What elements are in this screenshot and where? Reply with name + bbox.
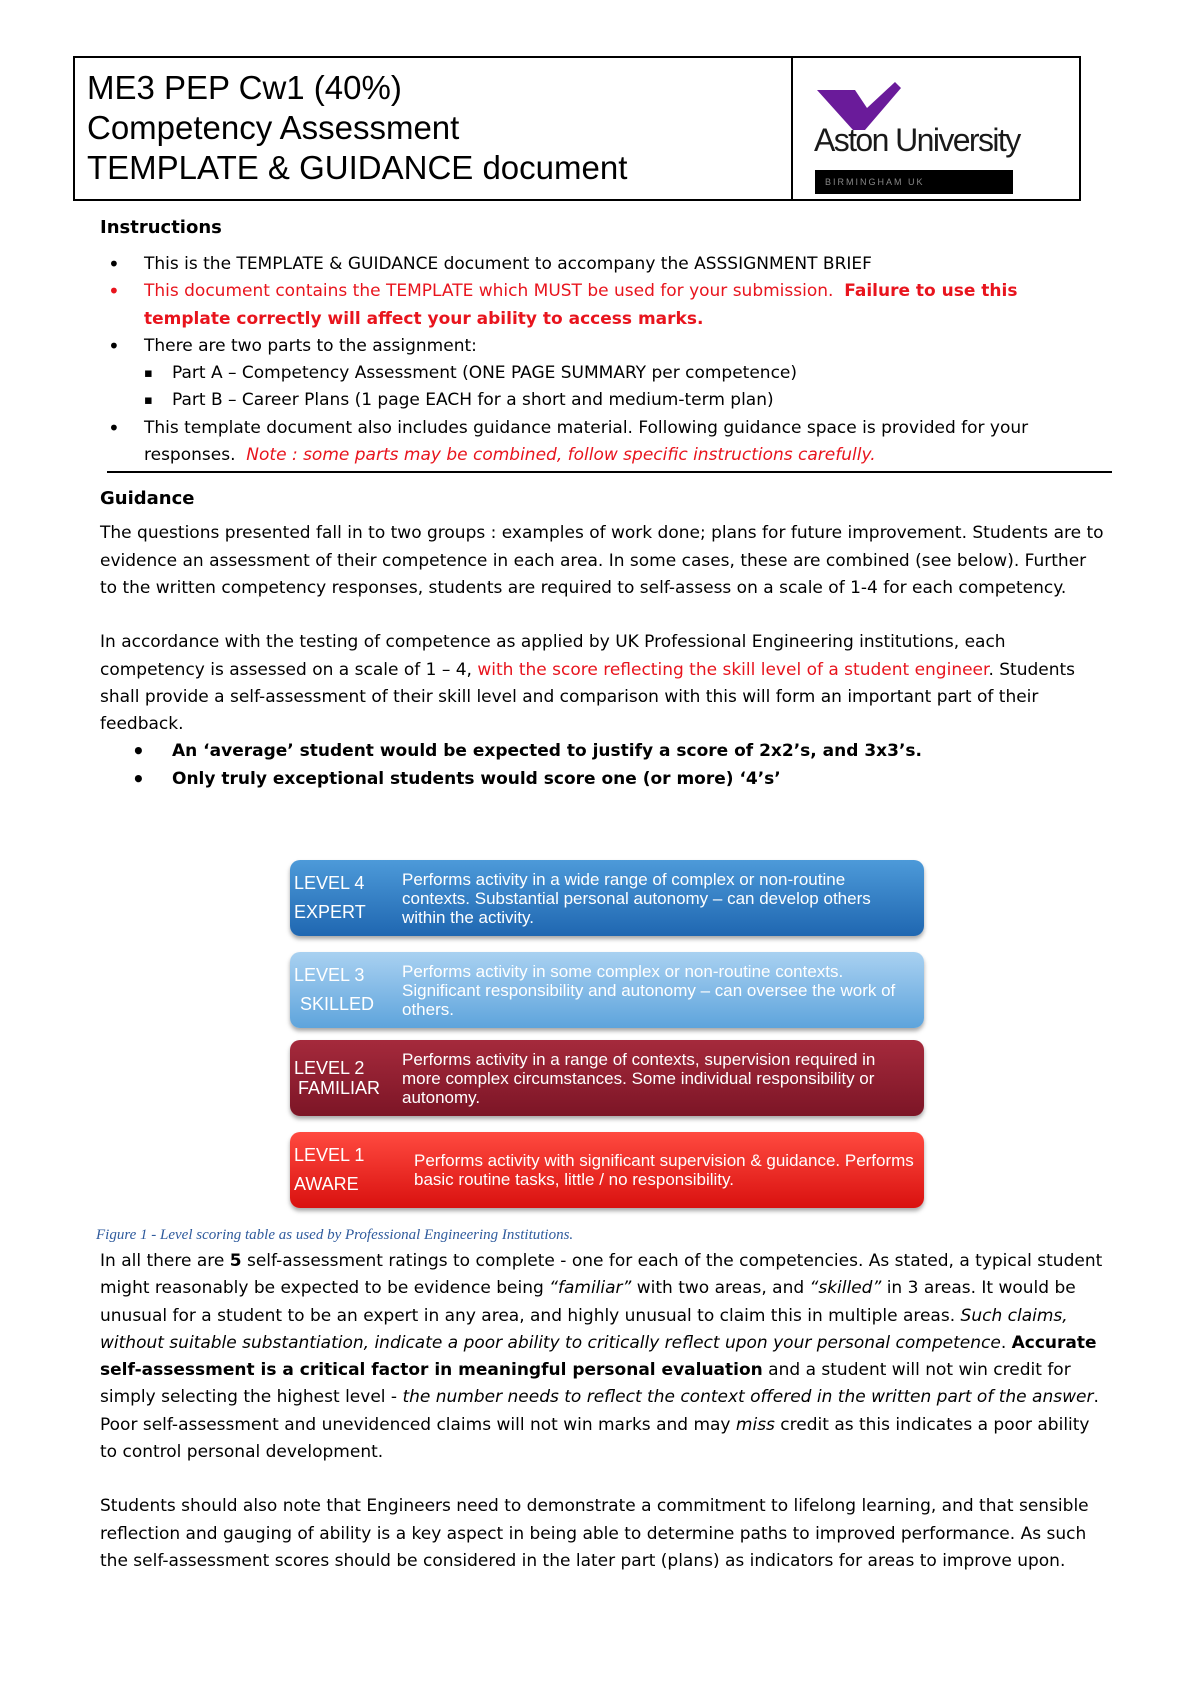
instruction-item bbox=[100, 278, 1105, 333]
level-number: LEVEL 4 bbox=[294, 873, 365, 893]
level-name: SKILLED bbox=[300, 994, 375, 1014]
title-line-1: ME3 PEP Cw1 (40%) bbox=[87, 69, 402, 106]
instructions-heading: Instructions bbox=[100, 217, 222, 238]
closing-section bbox=[100, 1248, 1105, 1575]
level-label bbox=[290, 961, 402, 1019]
level-1-box bbox=[290, 1132, 924, 1208]
text-italic: Such claims, without suitable substantiation, indicate a poor ability to critically reflect upon your personal competence bbox=[100, 1305, 1068, 1353]
text: in 3 areas. It would be unusual for a student to be an expert in any area, and highly unusual to claim this in multiple areas. bbox=[100, 1278, 1076, 1326]
level-description: Performs activity in a wide range of complex or non-routine contexts. Substantial personal autonomy – can develop others within the activity. bbox=[402, 869, 871, 927]
text-bold: Accurate self-assessment is a critical factor in meaningful personal evaluation bbox=[100, 1332, 1097, 1381]
logo-bar: BIRMINGHAM UK bbox=[815, 170, 1013, 194]
logo-text: Aston University bbox=[814, 122, 1020, 158]
level-number: LEVEL 1 bbox=[294, 1145, 365, 1165]
level-label bbox=[290, 1058, 402, 1098]
text-bold: 5 bbox=[229, 1251, 242, 1271]
part-a-item: ▪ Part A – Competency Assessment (ONE PAGE SUMMARY per competence) bbox=[100, 360, 1105, 387]
text: and a student will not win credit for simply selecting the highest level - bbox=[100, 1360, 1071, 1408]
assignment-parts-list bbox=[100, 360, 1105, 415]
level-name: FAMILIAR bbox=[298, 1078, 381, 1098]
text: . bbox=[1000, 1332, 1012, 1353]
level-description: Performs activity in a range of contexts, supervision required in more complex circumstances. Some individual responsibility or autonomy. bbox=[402, 1049, 876, 1107]
document-title bbox=[75, 58, 793, 199]
part-b-item: ▪ Part B – Career Plans (1 page EACH for a short and medium-term plan) bbox=[100, 387, 1105, 414]
figure-caption: Figure 1 - Level scoring table as used by Professional Engineering Institutions. bbox=[96, 1227, 574, 1243]
text: credit as this indicates a poor ability to control personal development. bbox=[100, 1414, 1090, 1463]
text: In all there are bbox=[100, 1251, 230, 1271]
level-description: Performs activity in some complex or non-routine contexts. Significant responsibility and autonomy – can oversee the work of others. bbox=[402, 961, 896, 1019]
guidance-paragraph-1: The questions presented fall in to two groups : examples of work done; plans for future improvement. Students are to evidence an assessment of their competence in each area. In some cases, these are combined (see below). Further to the written competency responses, students are required to self-assess on a scale of 1-4 for each competency. bbox=[100, 523, 1104, 598]
text: self-assessment ratings to complete - one for each of the competencies. As stated, a typical student might reasonably be expected to be evidence being bbox=[100, 1251, 1103, 1299]
text-italic: “familiar” bbox=[549, 1278, 632, 1299]
level-number: LEVEL 2 bbox=[294, 1058, 365, 1078]
guidance-highlight: with the score reflecting the skill level of a student engineer bbox=[477, 659, 989, 680]
instruction-text: This document contains the TEMPLATE which MUST be used for your submission. bbox=[144, 281, 834, 302]
main-content bbox=[100, 214, 1105, 793]
level-2-box bbox=[290, 1040, 924, 1116]
instruction-item bbox=[100, 415, 1105, 470]
text-italic: “skilled” bbox=[809, 1278, 882, 1299]
title-line-2: Competency Assessment bbox=[87, 109, 460, 146]
guidance-text: In accordance with the testing of competence as applied by UK Professional Engineering institutions, each competency is assessed on a scale of 1 – 4, bbox=[100, 632, 1006, 680]
closing-paragraph-2: Students should also note that Engineers need to demonstrate a commitment to lifelong learning, and that sensible reflection and gauging of ability is a key aspect in being able to determine paths to improved performance. As such the self-assessment scores should be considered in the later part (plans) as indicators for areas to improve upon. bbox=[100, 1496, 1089, 1571]
level-3-box bbox=[290, 952, 924, 1028]
level-name: EXPERT bbox=[294, 902, 366, 922]
level-4-box bbox=[290, 860, 924, 936]
score-expectation-item: • An ‘average’ student would be expected to justify a score of 2x2’s, and 3x3’s. bbox=[100, 738, 1105, 765]
text-italic: the number needs to reflect the context offered in the written part of the answer bbox=[402, 1387, 1094, 1408]
instruction-warning: Failure to use this template correctly will affect your ability to access marks. bbox=[144, 281, 1018, 329]
university-logo bbox=[793, 58, 1079, 199]
text: . Poor self-assessment and unevidenced claims will not win marks and may bbox=[100, 1387, 1099, 1435]
level-label bbox=[290, 1141, 402, 1199]
score-expectations-list bbox=[100, 738, 1105, 793]
level-name: AWARE bbox=[294, 1174, 359, 1194]
level-description: Performs activity with significant supervision & guidance. Performs basic routine tasks, little / no responsibility. bbox=[414, 1151, 914, 1189]
guidance-paragraph-2 bbox=[100, 629, 1105, 738]
closing-paragraph-1 bbox=[100, 1248, 1105, 1466]
instruction-item bbox=[100, 251, 1105, 278]
score-expectation-item: • Only truly exceptional students would score one (or more) ‘4’s’ bbox=[100, 766, 1105, 793]
instructions-list bbox=[100, 251, 1105, 469]
section-divider bbox=[107, 471, 1112, 473]
level-number: LEVEL 3 bbox=[294, 965, 365, 985]
instruction-note: Note : some parts may be combined, follow specific instructions carefully. bbox=[246, 445, 876, 466]
level-label bbox=[290, 869, 402, 927]
text-italic: miss bbox=[735, 1414, 775, 1435]
instruction-text: This template document also includes guidance material. Following guidance space is provided for your responses. bbox=[144, 417, 1029, 466]
instruction-text: This is the TEMPLATE & GUIDANCE document to accompany the ASSSIGNMENT BRIEF bbox=[144, 254, 872, 274]
instruction-text: There are two parts to the assignment: bbox=[144, 335, 477, 356]
guidance-text: . Students shall provide a self-assessment of their skill level and comparison with this will form an important part of their feedback. bbox=[100, 659, 1076, 735]
document-header bbox=[73, 56, 1081, 201]
title-line-3: TEMPLATE & GUIDANCE document bbox=[87, 149, 628, 186]
instruction-item bbox=[100, 333, 1105, 415]
guidance-heading: Guidance bbox=[100, 488, 195, 510]
text: with two areas, and bbox=[631, 1278, 810, 1299]
